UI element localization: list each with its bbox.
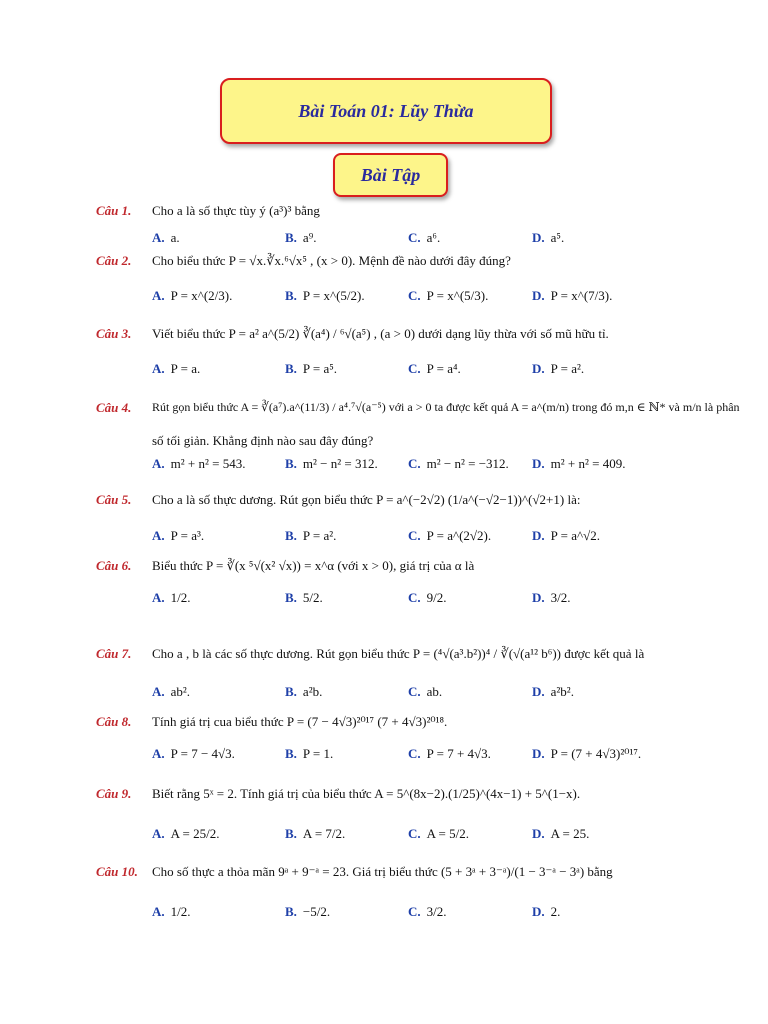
option-letter: B.	[285, 288, 297, 303]
option-letter: A.	[152, 746, 165, 761]
option-letter: A.	[152, 590, 165, 605]
option-d	[532, 826, 589, 842]
option-letter: C.	[408, 528, 421, 543]
option-letter: B.	[285, 684, 297, 699]
option-value: a.	[170, 230, 180, 245]
option-value: a⁶.	[426, 230, 441, 245]
option-a	[152, 361, 200, 377]
option-c	[408, 590, 447, 606]
option-c	[408, 288, 488, 304]
option-value: m² − n² = 312.	[302, 456, 378, 471]
option-value: ab².	[170, 684, 191, 699]
option-b	[285, 528, 336, 544]
question-label: Câu 3.	[96, 326, 132, 341]
option-letter: D.	[532, 590, 545, 605]
section-title: Bài Tập	[360, 164, 421, 185]
option-letter: D.	[532, 361, 545, 376]
option-letter: B.	[285, 826, 297, 841]
option-a	[152, 746, 235, 762]
option-d	[532, 230, 564, 246]
question-label: Câu 9.	[96, 786, 132, 801]
option-value: 2.	[550, 904, 561, 919]
option-value: P = a².	[550, 361, 585, 376]
option-c	[408, 826, 469, 842]
option-b	[285, 361, 337, 377]
option-letter: C.	[408, 904, 421, 919]
option-a	[152, 288, 232, 304]
option-d	[532, 590, 571, 606]
option-letter: D.	[532, 826, 545, 841]
option-value: m² − n² = −312.	[426, 456, 509, 471]
option-value: P = 7 + 4√3.	[426, 746, 491, 761]
option-b	[285, 746, 333, 762]
question-label: Câu 1.	[96, 203, 132, 218]
question-label: Câu 5.	[96, 492, 132, 507]
question-label: Câu 4.	[96, 400, 132, 415]
option-b	[285, 684, 322, 700]
option-letter: B.	[285, 361, 297, 376]
option-letter: C.	[408, 230, 421, 245]
option-letter: A.	[152, 361, 165, 376]
option-value: P = a⁴.	[426, 361, 461, 376]
question-text: Cho a là số thực tùy ý (a³)³ bằng	[152, 203, 320, 218]
option-value: m² + n² = 543.	[170, 456, 246, 471]
option-d	[532, 904, 560, 920]
option-value: P = a^√2.	[550, 528, 600, 543]
option-a	[152, 904, 191, 920]
option-value: 5/2.	[302, 590, 323, 605]
page-title: Bài Toán 01: Lũy Thừa	[298, 100, 474, 121]
question-label: Câu 6.	[96, 558, 132, 573]
option-letter: A.	[152, 456, 165, 471]
option-value: 1/2.	[170, 904, 191, 919]
option-letter: D.	[532, 904, 545, 919]
option-c	[408, 456, 509, 472]
option-letter: A.	[152, 288, 165, 303]
option-c	[408, 904, 447, 920]
option-letter: A.	[152, 684, 165, 699]
option-value: −5/2.	[302, 904, 331, 919]
option-letter: D.	[532, 288, 545, 303]
option-value: P = a².	[302, 528, 337, 543]
option-value: 1/2.	[170, 590, 191, 605]
option-c	[408, 230, 440, 246]
question-text: Biểu thức P = ∛(x ⁵√(x² √x)) = x^α (với x > 0), giá trị của α là	[152, 558, 475, 573]
option-b	[285, 904, 330, 920]
option-value: a⁹.	[302, 230, 317, 245]
option-letter: D.	[532, 528, 545, 543]
option-d	[532, 684, 574, 700]
option-value: A = 25.	[550, 826, 590, 841]
question-text: Cho a , b là các số thực dương. Rút gọn biểu thức P = (⁴√(a³.b²))⁴ / ∛(√(a¹² b⁶)) được kết quả là	[152, 646, 645, 661]
option-letter: B.	[285, 904, 297, 919]
option-a	[152, 528, 204, 544]
option-value: P = a³.	[170, 528, 205, 543]
option-c	[408, 361, 461, 377]
question-label: Câu 8.	[96, 714, 132, 729]
question-text: Cho biểu thức P = √x.∛x.⁶√x⁵ , (x > 0). Mệnh đề nào dưới đây đúng?	[152, 253, 511, 268]
question-text: Cho số thực a thỏa mãn 9ᵃ + 9⁻ᵃ = 23. Giá trị biểu thức (5 + 3ᵃ + 3⁻ᵃ)/(1 − 3⁻ᵃ − 3ᵃ) bằng	[152, 864, 613, 879]
question-text: Cho a là số thực dương. Rút gọn biểu thức P = a^(−2√2) (1/a^(−√2−1))^(√2+1) là:	[152, 492, 581, 507]
option-d	[532, 528, 600, 544]
option-b	[285, 456, 378, 472]
question-text-continued: số tối giản. Khẳng định nào sau đây đúng?	[152, 433, 374, 448]
option-d	[532, 288, 612, 304]
question-text: Rút gọn biểu thức A = ∛(a⁷).a^(11/3) / a⁴.⁷√(a⁻⁵) với a > 0 ta được kết quả A = a^(m/n) trong đó m,n ∈ ℕ* và m/n là phân	[152, 400, 740, 414]
question-label: Câu 7.	[96, 646, 132, 661]
option-letter: C.	[408, 361, 421, 376]
option-letter: C.	[408, 684, 421, 699]
question-label: Câu 10.	[96, 864, 138, 879]
option-a	[152, 456, 245, 472]
option-b	[285, 826, 345, 842]
option-letter: A.	[152, 230, 165, 245]
question-label: Câu 2.	[96, 253, 132, 268]
option-value: P = x^(7/3).	[550, 288, 613, 303]
option-b	[285, 230, 316, 246]
option-letter: B.	[285, 746, 297, 761]
option-value: P = a^(2√2).	[426, 528, 492, 543]
option-value: a²b.	[302, 684, 323, 699]
option-d	[532, 456, 625, 472]
option-value: P = a⁵.	[302, 361, 338, 376]
option-value: A = 5/2.	[426, 826, 470, 841]
option-b	[285, 590, 323, 606]
option-letter: C.	[408, 826, 421, 841]
option-letter: D.	[532, 746, 545, 761]
option-value: a⁵.	[550, 230, 565, 245]
option-value: P = x^(2/3).	[170, 288, 233, 303]
option-letter: D.	[532, 456, 545, 471]
option-d	[532, 746, 641, 762]
option-c	[408, 746, 491, 762]
option-letter: C.	[408, 456, 421, 471]
page-title-box	[220, 78, 552, 144]
option-value: 9/2.	[426, 590, 447, 605]
question-text: Biết rằng 5ˣ = 2. Tính giá trị của biểu thức A = 5^(8x−2).(1/25)^(4x−1) + 5^(1−x).	[152, 786, 581, 801]
option-letter: C.	[408, 746, 421, 761]
option-value: P = x^(5/2).	[302, 288, 365, 303]
option-b	[285, 288, 365, 304]
option-value: 3/2.	[426, 904, 447, 919]
option-letter: B.	[285, 528, 297, 543]
option-value: P = (7 + 4√3)²⁰¹⁷.	[550, 746, 642, 761]
option-a	[152, 684, 190, 700]
option-a	[152, 826, 220, 842]
option-value: A = 25/2.	[170, 826, 220, 841]
option-letter: A.	[152, 528, 165, 543]
option-letter: B.	[285, 456, 297, 471]
question-text: Tính giá trị cua biểu thức P = (7 − 4√3)²⁰¹⁷ (7 + 4√3)²⁰¹⁸.	[152, 714, 448, 729]
option-value: P = 1.	[302, 746, 334, 761]
option-c	[408, 684, 442, 700]
option-value: a²b².	[550, 684, 574, 699]
option-letter: B.	[285, 230, 297, 245]
option-d	[532, 361, 584, 377]
option-value: m² + n² = 409.	[550, 456, 626, 471]
option-value: A = 7/2.	[302, 826, 346, 841]
option-letter: D.	[532, 230, 545, 245]
option-letter: A.	[152, 904, 165, 919]
question-text: Viết biểu thức P = a² a^(5/2) ∛(a⁴) / ⁶√(a⁵) , (a > 0) dưới dạng lũy thừa với số mũ hữu tỉ.	[152, 326, 609, 341]
option-letter: D.	[532, 684, 545, 699]
option-letter: C.	[408, 288, 421, 303]
section-title-box	[333, 153, 448, 197]
option-value: P = a.	[170, 361, 201, 376]
option-letter: C.	[408, 590, 421, 605]
option-value: P = x^(5/3).	[426, 288, 489, 303]
option-letter: B.	[285, 590, 297, 605]
option-value: ab.	[426, 684, 443, 699]
option-c	[408, 528, 491, 544]
option-value: 3/2.	[550, 590, 571, 605]
option-a	[152, 230, 180, 246]
option-value: P = 7 − 4√3.	[170, 746, 235, 761]
option-a	[152, 590, 191, 606]
option-letter: A.	[152, 826, 165, 841]
